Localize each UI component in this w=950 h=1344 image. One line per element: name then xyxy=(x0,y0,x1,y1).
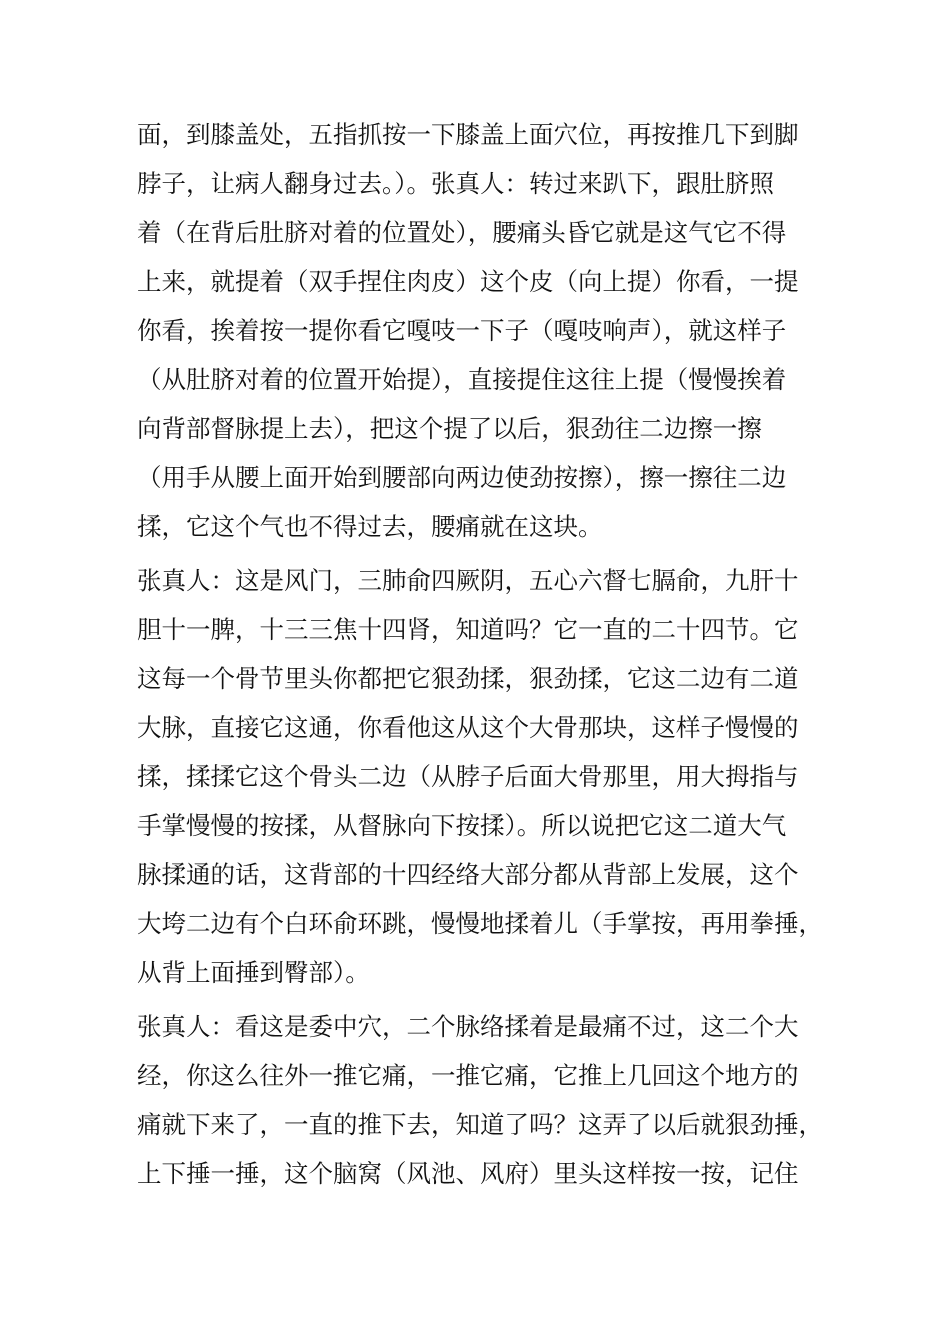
text-line: （用手从腰上面开始到腰部向两边使劲按擦），擦一擦往二边 xyxy=(137,463,787,492)
text-line: 大垮二边有个白环俞环跳，慢慢地揉着儿（手掌按，再用拳捶， xyxy=(137,909,823,938)
document-body xyxy=(137,110,837,1198)
text-line: 脉揉通的话，这背部的十四经络大部分都从背部上发展，这个 xyxy=(137,860,799,889)
text-line: 张真人：看这是委中穴，二个脉络揉着是最痛不过，这二个大 xyxy=(137,1012,799,1041)
paragraph-1 xyxy=(137,110,837,551)
text-line: 胆十一脾，十三三焦十四肾，知道吗？它一直的二十四节。它 xyxy=(137,615,799,644)
text-line: 上下捶一捶，这个脑窝（风池、风府）里头这样按一按，记住 xyxy=(137,1159,799,1188)
paragraph-3 xyxy=(137,1002,837,1198)
text-line: 向背部督脉提上去），把这个提了以后，狠劲往二边擦一擦 xyxy=(137,414,762,443)
text-line: 手掌慢慢的按揉，从督脉向下按揉）。所以说把它这二道大气 xyxy=(137,811,787,840)
text-line: 你看，挨着按一提你看它嘎吱一下子（嘎吱响声），就这样子 xyxy=(137,316,787,345)
text-line: 面，到膝盖处，五指抓按一下膝盖上面穴位，再按推几下到脚 xyxy=(137,120,799,149)
text-line: 痛就下来了，一直的推下去，知道了吗？这弄了以后就狠劲捶， xyxy=(137,1110,823,1139)
text-line: 揉，揉揉它这个骨头二边（从脖子后面大骨那里，用大拇指与 xyxy=(137,762,799,791)
text-line: 这每一个骨节里头你都把它狠劲揉，狠劲揉，它这二边有二道 xyxy=(137,664,799,693)
text-line: 张真人：这是风门，三肺俞四厥阴，五心六督七膈俞，九肝十 xyxy=(137,566,799,595)
text-line: 上来，就提着（双手捏住肉皮）这个皮（向上提）你看，一提 xyxy=(137,267,799,296)
text-line: 脖子，让病人翻身过去。）。张真人：转过来趴下，跟肚脐照 xyxy=(137,169,774,198)
text-line: 着（在背后肚脐对着的位置处），腰痛头昏它就是这气它不得 xyxy=(137,218,787,247)
text-line: 从背上面捶到臀部）。 xyxy=(137,958,370,987)
text-line: 揉，它这个气也不得过去，腰痛就在这块。 xyxy=(137,512,603,541)
text-line: （从肚脐对着的位置开始提），直接提住这往上提（慢慢挨着 xyxy=(137,365,787,394)
text-line: 经，你这么往外一推它痛，一推它痛，它推上几回这个地方的 xyxy=(137,1061,799,1090)
text-line: 大脉，直接它这通，你看他这从这个大骨那块，这样子慢慢的 xyxy=(137,713,799,742)
paragraph-2 xyxy=(137,556,837,997)
